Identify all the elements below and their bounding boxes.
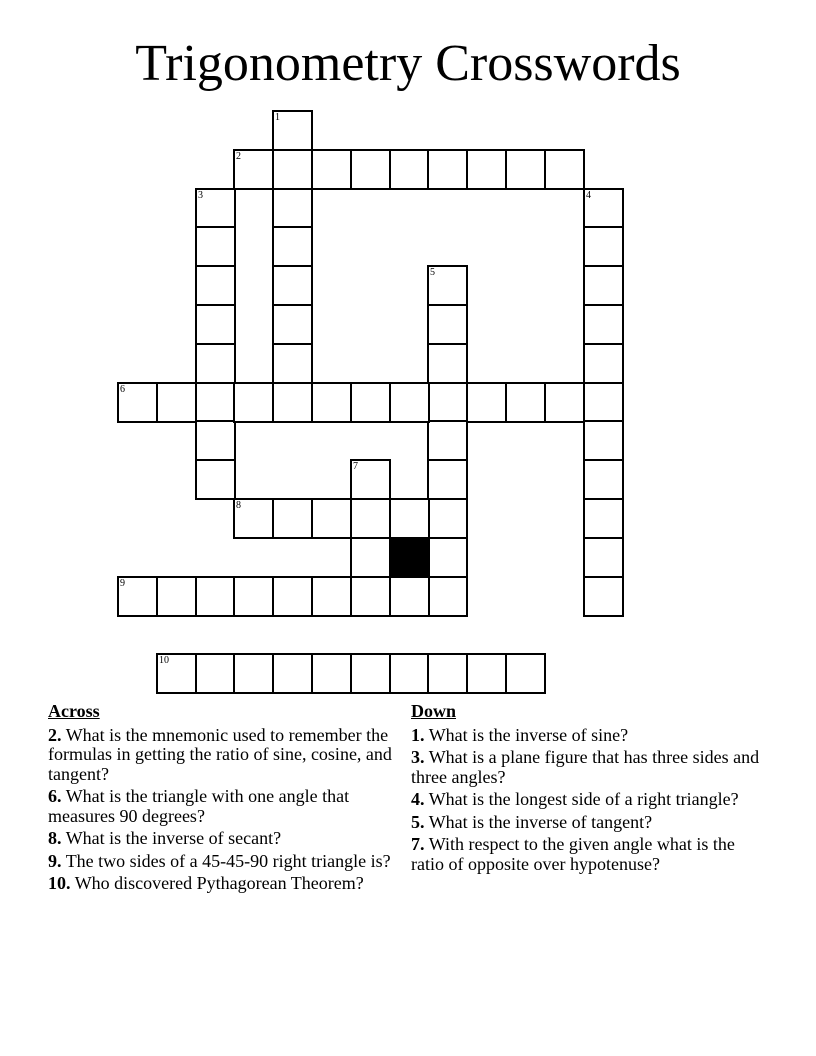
crossword-cell[interactable]: [466, 653, 507, 694]
across-heading: Across: [48, 701, 100, 721]
crossword-cell[interactable]: [583, 265, 624, 306]
crossword-cell[interactable]: [389, 149, 430, 190]
crossword-cell[interactable]: [427, 537, 468, 578]
down-clue: [411, 790, 771, 810]
crossword-cell[interactable]: [583, 537, 624, 578]
crossword-cell[interactable]: [350, 498, 391, 539]
black-cell: [389, 537, 430, 578]
crossword-cell[interactable]: [350, 653, 391, 694]
crossword-cell[interactable]: [195, 382, 236, 423]
clue-text: What is the inverse of tangent?: [428, 811, 653, 832]
crossword-cell[interactable]: [311, 382, 352, 423]
crossword-cell[interactable]: [583, 304, 624, 345]
crossword-cell[interactable]: [195, 459, 236, 500]
crossword-cell[interactable]: [350, 382, 391, 423]
crossword-cell[interactable]: [311, 498, 352, 539]
crossword-cell[interactable]: [195, 420, 236, 461]
down-heading: Down: [411, 701, 457, 721]
clue-number: 1.: [411, 724, 425, 745]
crossword-cell[interactable]: [233, 382, 274, 423]
crossword-cell[interactable]: [583, 498, 624, 539]
crossword-cell[interactable]: [583, 459, 624, 500]
across-clue: [48, 787, 406, 826]
crossword-cell[interactable]: [466, 149, 507, 190]
crossword-cell[interactable]: [427, 498, 468, 539]
crossword-cell[interactable]: [427, 265, 468, 306]
crossword-cell[interactable]: [427, 382, 468, 423]
crossword-cell[interactable]: [544, 382, 585, 423]
crossword-cell[interactable]: [427, 420, 468, 461]
crossword-cell[interactable]: [272, 576, 313, 617]
down-clue: [411, 813, 771, 833]
clue-number: 7.: [411, 834, 425, 854]
crossword-cell[interactable]: [389, 498, 430, 539]
clue-text: Who discovered Pythagorean Theorem?: [74, 873, 364, 893]
cell-number: 1: [275, 112, 280, 123]
crossword-cell[interactable]: [272, 149, 313, 190]
cell-number: 2: [236, 151, 241, 162]
crossword-cell[interactable]: [583, 343, 624, 384]
crossword-cell[interactable]: [466, 382, 507, 423]
crossword-cell[interactable]: [272, 304, 313, 345]
crossword-cell[interactable]: [427, 653, 468, 694]
crossword-cell[interactable]: [195, 265, 236, 306]
crossword-cell[interactable]: [156, 382, 197, 423]
clue-number: 9.: [48, 850, 62, 871]
crossword-cell[interactable]: [427, 576, 468, 617]
crossword-cell[interactable]: [272, 382, 313, 423]
across-clue: [48, 852, 406, 872]
crossword-cell[interactable]: [195, 343, 236, 384]
down-clue: [411, 748, 771, 787]
crossword-cell[interactable]: [505, 382, 546, 423]
crossword-cell[interactable]: [156, 576, 197, 617]
crossword-cell[interactable]: [272, 498, 313, 539]
crossword-cell[interactable]: [272, 265, 313, 306]
clue-text: What is a plane figure that has three sides and three angles?: [411, 747, 760, 787]
crossword-cell[interactable]: [311, 653, 352, 694]
crossword-cell[interactable]: [350, 576, 391, 617]
clue-text: What is the longest side of a right triangle?: [428, 789, 739, 809]
crossword-cell[interactable]: [427, 304, 468, 345]
clue-text: What is the inverse of sine?: [428, 724, 629, 745]
crossword-cell[interactable]: [272, 110, 313, 151]
crossword-cell[interactable]: [583, 188, 624, 229]
clue-number: 6.: [48, 786, 62, 806]
crossword-cell[interactable]: [583, 226, 624, 267]
crossword-cell[interactable]: [350, 149, 391, 190]
crossword-cell[interactable]: [195, 304, 236, 345]
crossword-cell[interactable]: [505, 149, 546, 190]
clue-text: The two sides of a 45-45-90 right triangle is?: [65, 850, 391, 871]
cell-number: 3: [198, 190, 203, 201]
crossword-cell[interactable]: [311, 149, 352, 190]
crossword-cell[interactable]: [350, 459, 391, 500]
crossword-cell[interactable]: [272, 188, 313, 229]
cell-number: 4: [586, 190, 591, 201]
crossword-cell[interactable]: [311, 576, 352, 617]
crossword-cell[interactable]: [233, 498, 274, 539]
clue-number: 3.: [411, 747, 425, 767]
across-clue: [48, 874, 406, 894]
clue-text: With respect to the given angle what is the ratio of opposite over hypotenuse?: [411, 834, 735, 874]
crossword-cell[interactable]: [505, 653, 546, 694]
crossword-cell[interactable]: [427, 343, 468, 384]
crossword-cell[interactable]: [117, 382, 158, 423]
down-clue: [411, 835, 771, 874]
crossword-cell[interactable]: [233, 576, 274, 617]
page-title: Trigonometry Crosswords: [135, 35, 681, 92]
crossword-cell[interactable]: [195, 576, 236, 617]
clue-number: 2.: [48, 724, 62, 745]
down-clues: [411, 702, 771, 877]
crossword-cell[interactable]: [195, 188, 236, 229]
clue-number: 5.: [411, 811, 425, 832]
cell-number: 8: [236, 500, 241, 511]
crossword-cell[interactable]: [583, 382, 624, 423]
crossword-cell[interactable]: [195, 226, 236, 267]
crossword-cell[interactable]: [350, 537, 391, 578]
crossword-cell[interactable]: [195, 653, 236, 694]
clue-text: What is the mnemonic used to remember the formulas in getting the ratio of sine, cosine, and tangent?: [48, 724, 392, 784]
crossword-cell[interactable]: [156, 653, 197, 694]
clue-text: What is the inverse of secant?: [65, 828, 282, 848]
clue-text: What is the triangle with one angle that measures 90 degrees?: [48, 786, 350, 826]
cell-number: 6: [120, 384, 125, 395]
crossword-cell[interactable]: [389, 576, 430, 617]
crossword-cell[interactable]: [272, 343, 313, 384]
crossword-cell[interactable]: [583, 576, 624, 617]
crossword-cell[interactable]: [389, 653, 430, 694]
crossword-cell[interactable]: [389, 382, 430, 423]
crossword-cell[interactable]: [272, 226, 313, 267]
down-clue: [411, 726, 771, 746]
crossword-cell[interactable]: [544, 149, 585, 190]
clue-number: 8.: [48, 828, 62, 848]
crossword-cell[interactable]: [233, 653, 274, 694]
down-clue-list: [411, 726, 771, 875]
cell-number: 10: [159, 655, 169, 666]
clue-number: 4.: [411, 789, 425, 809]
crossword-cell[interactable]: [427, 149, 468, 190]
across-clue: [48, 726, 406, 785]
across-clue-list: [48, 726, 406, 894]
crossword-cell[interactable]: [117, 576, 158, 617]
crossword-cell[interactable]: [272, 653, 313, 694]
crossword-cell[interactable]: [583, 420, 624, 461]
cell-number: 7: [353, 461, 358, 472]
clue-number: 10.: [48, 873, 71, 893]
crossword-cell[interactable]: [427, 459, 468, 500]
across-clue: [48, 829, 406, 849]
across-clues: [48, 702, 406, 897]
cell-number: 9: [120, 578, 125, 589]
crossword-cell[interactable]: [233, 149, 274, 190]
cell-number: 5: [430, 267, 435, 278]
